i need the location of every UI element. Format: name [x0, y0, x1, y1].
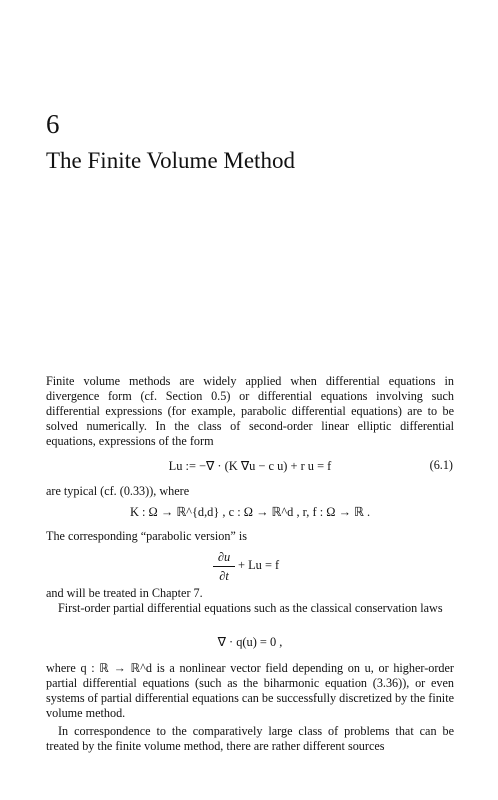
paragraph-intro: Finite volume methods are widely applied when differential equations in divergence form (cf. Section 0.5) or differential equations involving such differential expressions (for example, parabolic differential equations) are to be solved numerically. In the class of second-order linear elliptic differential equations, expressions of the form — [46, 374, 454, 448]
fraction-bar — [213, 566, 235, 567]
equation-conservation: ∇ · q(u) = 0 , — [217, 635, 283, 649]
fraction-numerator: ∂u — [217, 550, 231, 564]
equation-6-1: Lu := −∇ · (K ∇u − c u) + r u = f — [168, 459, 332, 473]
paragraph-vector-field: where q : ℝ → ℝ^d is a nonlinear vector field depending on u, or higher-order partial differential equations (such as the biharmonic equation (3.36)), or even systems of partial differential equations can be successfully discretized by the finite volume method. — [46, 661, 454, 720]
equation-spaces: K : Ω → ℝ^{d,d} , c : Ω → ℝ^d , r, f : Ω → ℝ . — [129, 505, 371, 519]
paragraph-chapter-ref: and will be treated in Chapter 7. — [46, 586, 203, 600]
equation-parabolic-rest: + Lu = f — [238, 558, 280, 572]
equation-parabolic — [0, 549, 498, 585]
paragraph-first-order: First-order partial differential equations such as the classical conservation laws — [58, 601, 443, 615]
fraction — [213, 549, 235, 584]
chapter-number: 6 — [46, 109, 60, 139]
paragraph-correspondence: In correspondence to the comparatively large class of problems that can be treated by the finite volume method, there are rather different sources — [46, 724, 454, 753]
paragraph-parabolic: The corresponding “parabolic version” is — [46, 529, 248, 543]
equation-number: (6.1) — [429, 458, 453, 472]
chapter-title: The Finite Volume Method — [46, 148, 295, 173]
paragraph-typical: are typical (cf. (0.33)), where — [46, 484, 190, 498]
fraction-denominator: ∂t — [219, 569, 229, 583]
